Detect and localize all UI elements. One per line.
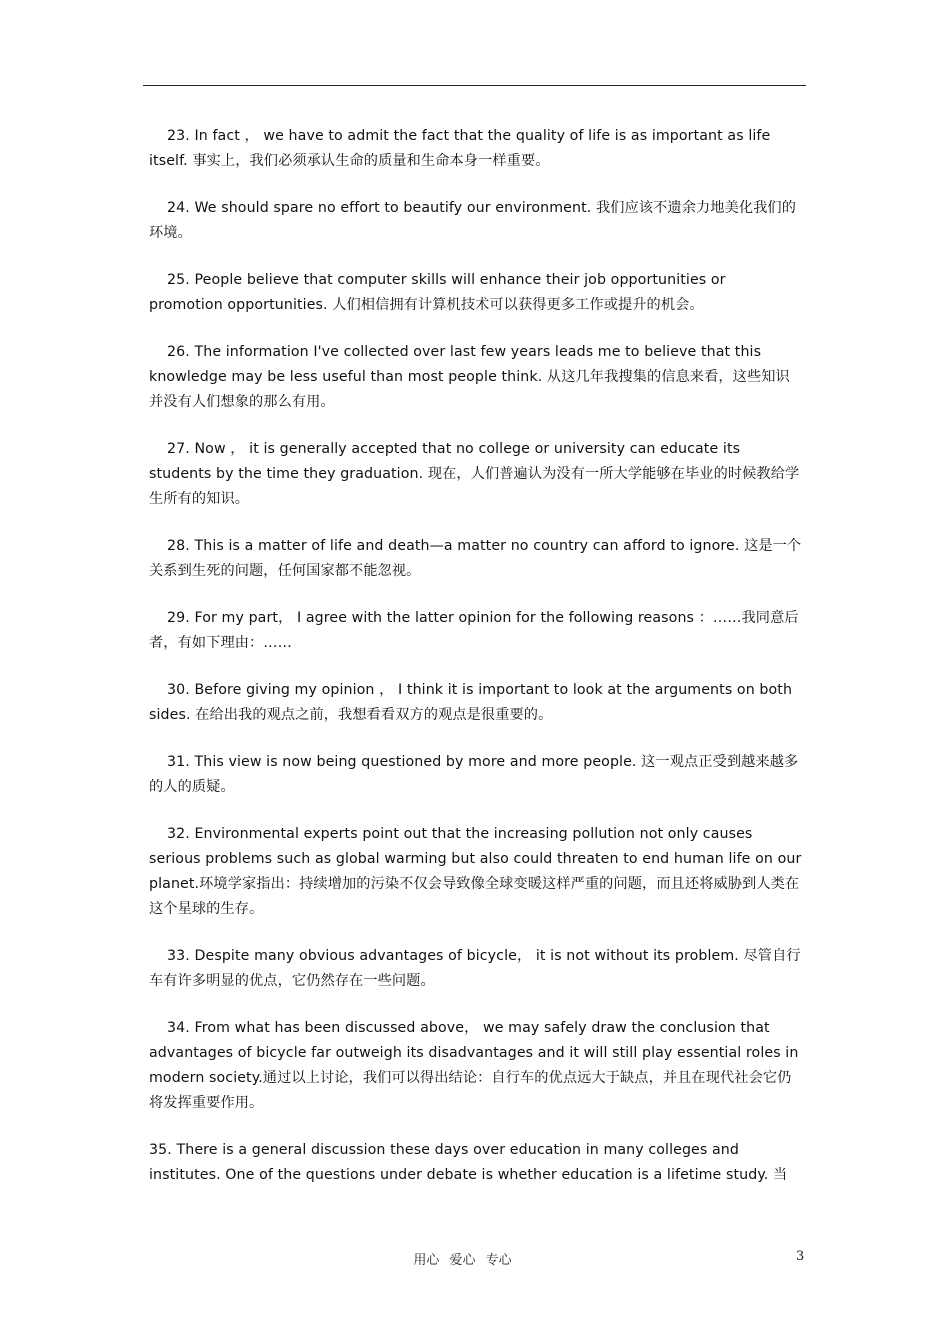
paragraph-24: 24. We should spare no effort to beautify our environment. 我们应该不遗余力地美化我们的环境。	[149, 200, 796, 241]
paragraph-35: 35. There is a general discussion these days over education in many colleges and institutes. One of the questions under debate is whether education is a lifetime study. 当	[149, 1142, 788, 1183]
paragraph-33: 33. Despite many obvious advantages of bicycle， it is not without its problem. 尽管自行车有许多明显的优点，它仍然存在一些问题。	[149, 948, 801, 989]
paragraph-34: 34. From what has been discussed above， we may safely draw the conclusion that advantages of bicycle far outweigh its disadvantages and it will still play essential roles in modern society.通过以上讨论，我们可以得出结论：自行车的优点远大于缺点，并且在现代社会它仍将发挥重要作用。	[149, 1020, 799, 1111]
footer-slogan: 用心 爱心 专心	[413, 1253, 512, 1268]
paragraph-28: 28. This is a matter of life and death—a matter no country can afford to ignore. 这是一个关系到生死的问题，任何国家都不能忽视。	[149, 538, 802, 579]
paragraph-26: 26. The information I've collected over last few years leads me to believe that this knowledge may be less useful than most people think. 从这几年我搜集的信息来看，这些知识并没有人们想象的那么有用。	[149, 344, 790, 410]
paragraph-29: 29. For my part， I agree with the latter opinion for the following reasons ：……我同意后者，有如下理由：……	[149, 610, 799, 651]
page-number: 3	[796, 1249, 805, 1264]
document-body	[149, 124, 802, 1210]
paragraph-31: 31. This view is now being questioned by more and more people. 这一观点正受到越来越多的人的质疑。	[149, 754, 799, 795]
paragraph-25: 25. People believe that computer skills will enhance their job opportunities or promotion opportunities. 人们相信拥有计算机技术可以获得更多工作或提升的机会。	[149, 272, 726, 313]
header-rule	[143, 85, 806, 86]
paragraph-32: 32. Environmental experts point out that the increasing pollution not only causes serious problems such as global warming but also could threaten to end human life on our planet.环境学家指出：持续增加的污染不仅会导致像全球变暖这样严重的问题，而且还将威胁到人类在这个星球的生存。	[149, 826, 802, 917]
paragraph-27: 27. Now ， it is generally accepted that no college or university can educate its students by the time they graduation. 现在，人们普遍认为没有一所大学能够在毕业的时候教给学生所有的知识。	[149, 441, 800, 507]
paragraph-23: 23. In fact ， we have to admit the fact that the quality of life is as important as life itself. 事实上，我们必须承认生命的质量和生命本身一样重要。	[149, 128, 771, 169]
paragraph-30: 30. Before giving my opinion ， I think it is important to look at the arguments on both sides. 在给出我的观点之前，我想看看双方的观点是很重要的。	[149, 682, 793, 723]
